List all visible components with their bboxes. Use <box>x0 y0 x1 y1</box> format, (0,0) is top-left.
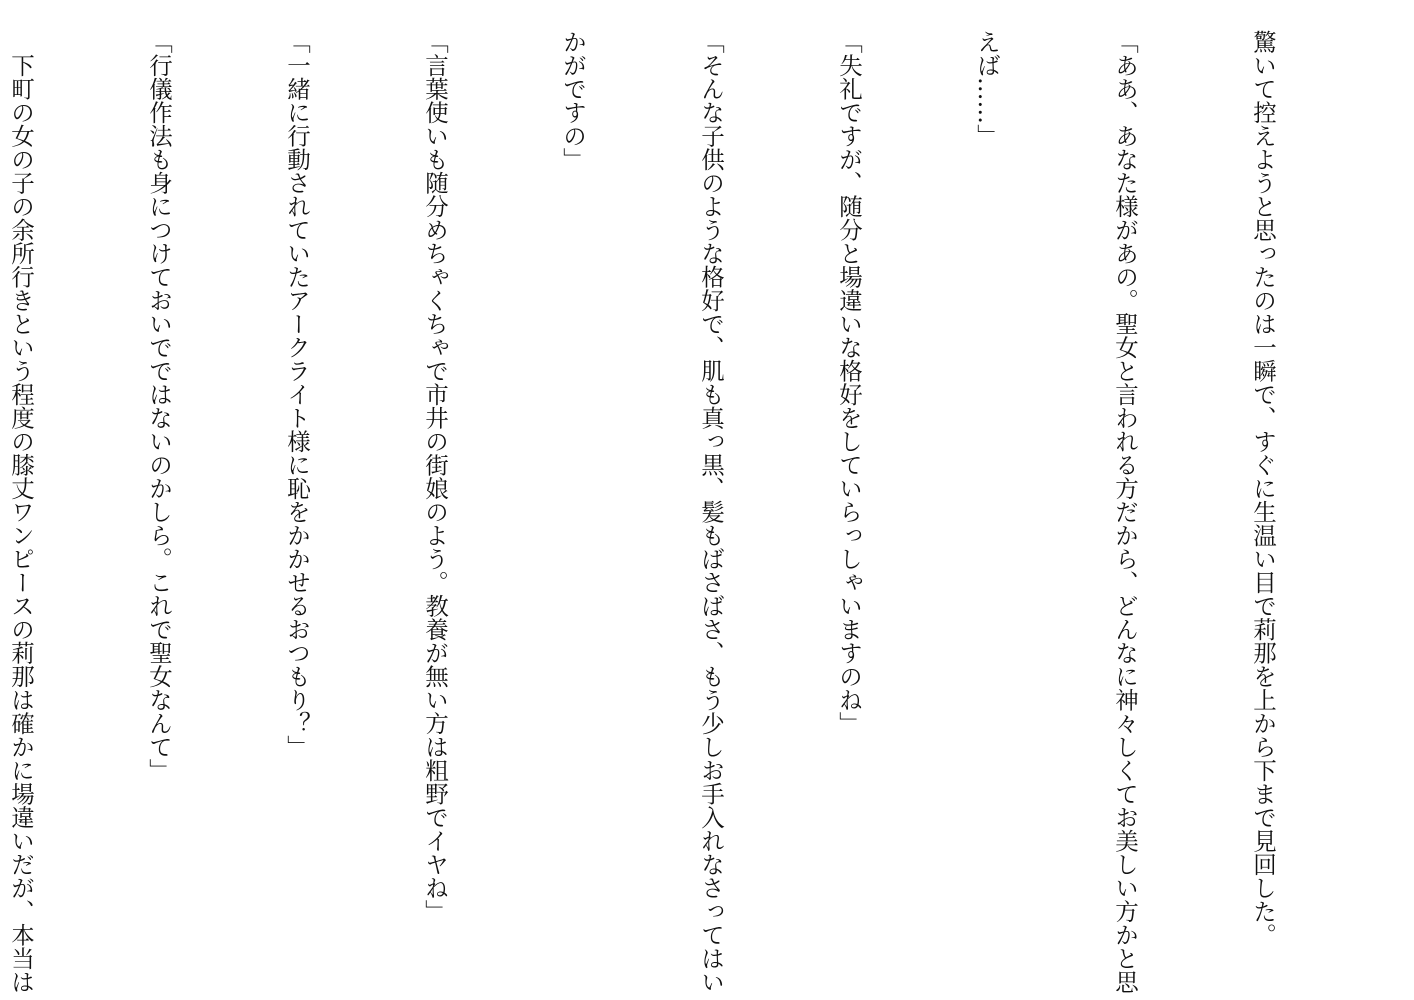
text-line: 「そんな子供のような格好で、肌も真っ黒、髪もばさばさ、もう少しお手入れなさってはい <box>697 30 725 994</box>
text-line: えば……」 <box>973 30 1001 148</box>
text-line: 「言葉使いも随分めちゃくちゃで市井の街娘のよう。教養が無い方は粗野でイヤね」 <box>421 30 449 923</box>
text-line: 「一緒に行動されていたアークライト様に恥をかかせるおつもり？」 <box>283 30 311 759</box>
text-line: 「行儀作法も身につけておいでではないのかしら。これで聖女なんて」 <box>145 30 173 782</box>
text-line: 下町の女の子の余所行きという程度の膝丈ワンピースの莉那は確かに場違いだが、本当は <box>7 30 35 994</box>
text-line: 「ああ、あなた様があの。聖女と言われる方だから、どんなに神々しくてお美しい方かと思 <box>1111 30 1139 994</box>
text-line: 驚いて控えようと思ったのは一瞬で、すぐに生温い目で莉那を上から下まで見回した。 <box>1249 30 1277 947</box>
text-line: 「失礼ですが、随分と場違いな格好をしていらっしゃいますのね」 <box>835 30 863 735</box>
vertical-text-body <box>7 30 1378 994</box>
text-line: かがですの」 <box>559 30 587 171</box>
